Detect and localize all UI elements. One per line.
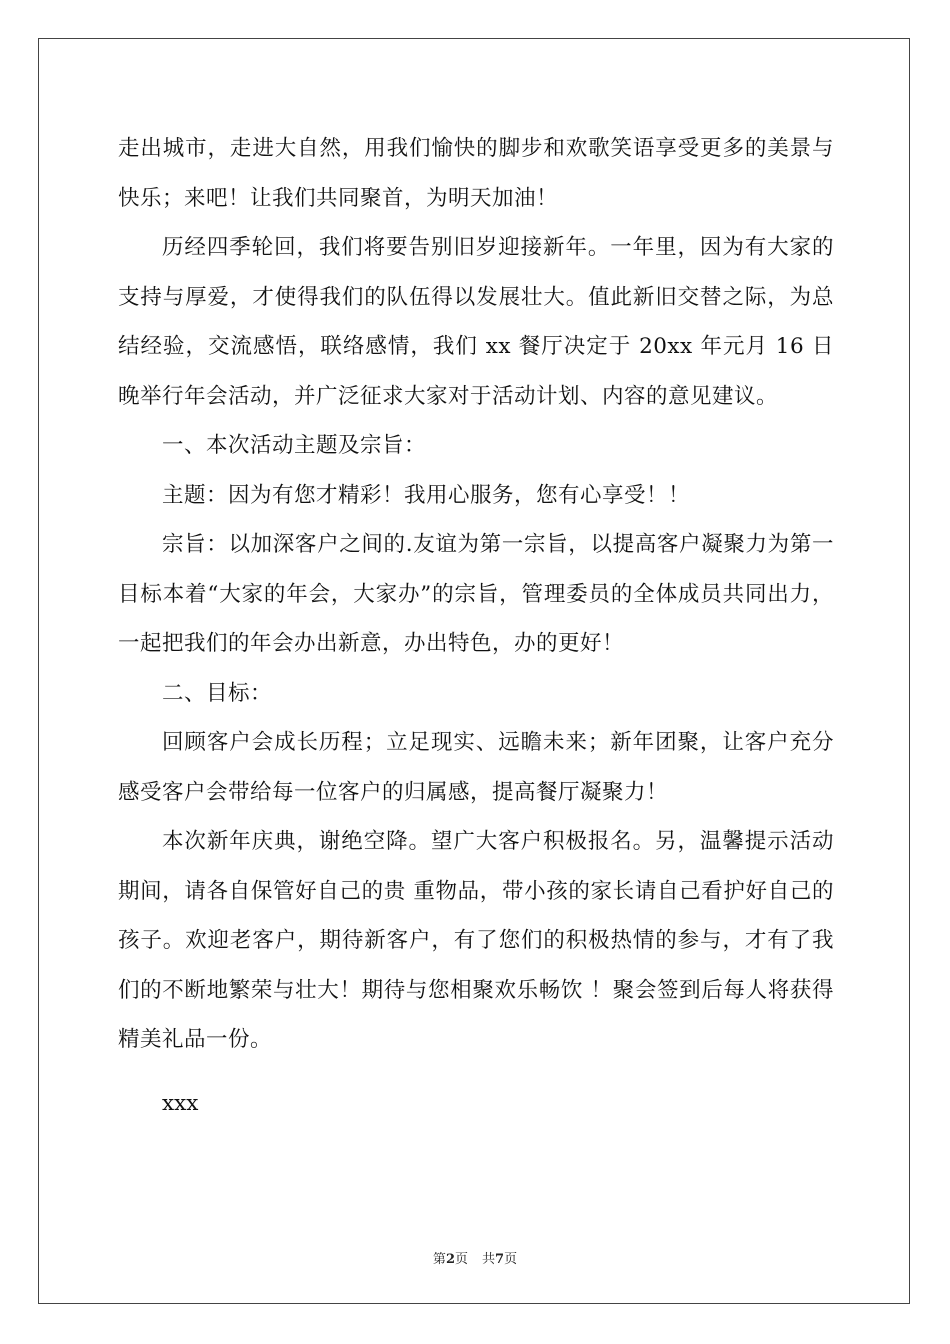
document-body — [118, 124, 834, 1128]
page-number: 2 — [445, 1252, 455, 1267]
paragraph-purpose: 宗旨：以加深客户之间的.友谊为第一宗旨，以提高客户凝聚力为第一目标本着“大家的年会，大家办”的宗旨，管理委员的全体成员共同出力，一起把我们的年会办出新意，办出特色，办的更好！ — [118, 532, 834, 656]
page-footer — [0, 1248, 950, 1267]
section-heading-theme: 一、本次活动主题及宗旨： — [162, 433, 427, 458]
page-prefix: 第 — [432, 1252, 446, 1267]
paragraph-continuation: 走出城市，走进大自然，用我们愉快的脚步和欢歌笑语享受更多的美景与快乐；来吧！让我们共同聚首，为明天加油！ — [118, 136, 834, 211]
paragraph-notice: 本次新年庆典，谢绝空降。望广大客户积极报名。另，温馨提示活动期间，请各自保管好自己的贵 重物品，带小孩的家长请自己看护好自己的孩子。欢迎老客户，期待新客户，有了您们的积极热情的参与，才有了我们的不断地繁荣与壮大！期待与您相聚欢乐畅饮 ！聚会签到后每人将获得精美礼品一份。 — [118, 829, 834, 1052]
page-suffix: 页 — [454, 1252, 468, 1267]
signature: xxx — [162, 1090, 199, 1116]
section-heading-goals: 二、目标： — [162, 680, 273, 706]
total-prefix: 共 — [482, 1252, 496, 1267]
paragraph-goals: 回顾客户会成长历程；立足现实、远瞻未来；新年团聚，让客户充分感受客户会带给每一位客户的归属感，提高餐厅凝聚力！ — [118, 730, 834, 805]
paragraph-theme: 主题：因为有您才精彩！我用心服务，您有心享受！！ — [162, 482, 691, 508]
paragraph-intro: 历经四季轮回，我们将要告别旧岁迎接新年。一年里，因为有大家的支持与厚爱，才使得我们的队伍得以发展壮大。值此新旧交替之际，为总结经验，交流感悟，联络感情，我们 xx 餐厅决定于 20xx 年元月 16 日晚举行年会活动，并广泛征求大家对于活动计划、内容的意见建议。 — [118, 235, 834, 409]
total-suffix: 页 — [504, 1252, 518, 1267]
total-pages: 7 — [495, 1252, 505, 1267]
